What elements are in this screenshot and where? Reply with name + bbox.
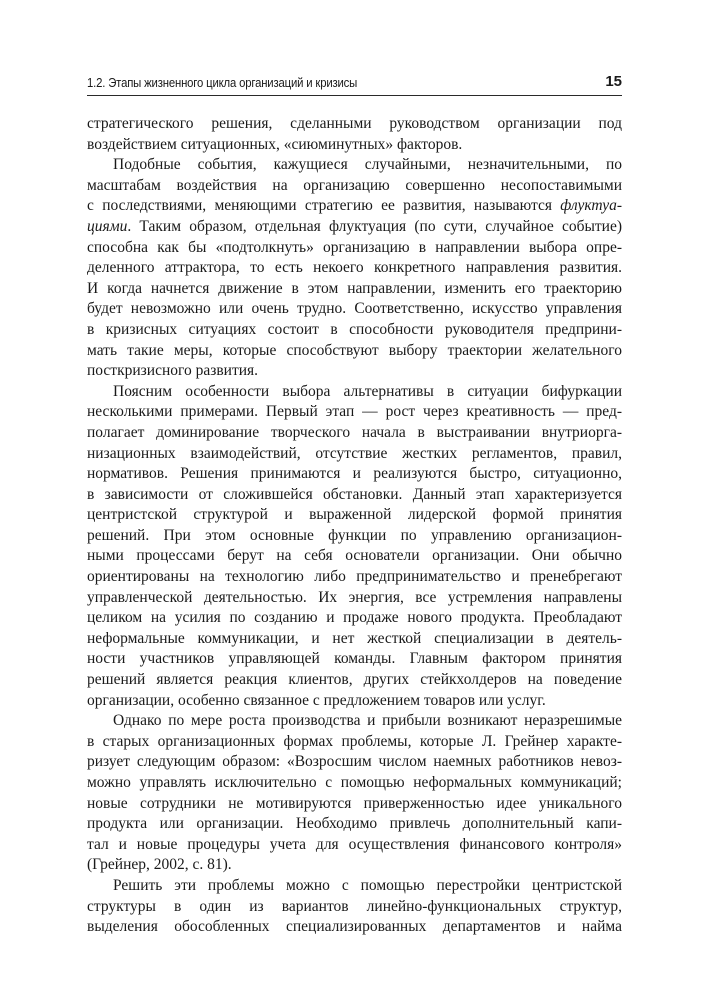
page-number: 15 — [605, 73, 622, 90]
text-fragment: с последствиями, меняющими стратегию ее развития, называются — [87, 197, 561, 215]
text-line: решений является реакция клиентов, других стейкхолдеров на поведение — [87, 671, 622, 689]
running-header — [87, 61, 622, 96]
text-line: Подобные события, кажущиеся случайными, незначительными, по — [113, 156, 622, 174]
text-line: посткризисного развития. — [87, 362, 259, 380]
paragraph-3 — [87, 382, 622, 712]
text-fragment: . Таким образом, отдельная флуктуация (по сути, случайное событие) — [127, 217, 622, 235]
text-line: в кризисных ситуациях состоит в способности руководителя предприни- — [87, 320, 622, 338]
running-title: 1.2. Этапы жизненного цикла организаций и кризисы — [87, 74, 358, 90]
text-line: Однако по мере роста производства и прибыли возникают неразрешимые — [113, 712, 622, 730]
paragraph-4 — [87, 711, 622, 876]
text-line: тал и новые процедуры учета для осуществления финансового контроля» — [87, 835, 622, 853]
text-line: в старых организационных формах проблемы, которые Л. Грейнер характе- — [87, 732, 622, 750]
text-line: ориентированы на технологию либо предпринимательство и пренебрегают — [87, 568, 622, 586]
text-line: воздействием ситуационных, «сиюминутных» факторов. — [87, 135, 463, 153]
text-line: И когда начнется движение в этом направлении, изменить его траекторию — [87, 279, 622, 297]
text-line: в зависимости от сложившейся обстановки. Данный этап характеризуется — [87, 485, 622, 503]
paragraph-5 — [87, 876, 622, 938]
text-line: можно управлять исключительно с помощью неформальных коммуникаций; — [87, 774, 622, 791]
text-line: ными процессами берут на себя основатели организации. Они обычно — [87, 547, 622, 565]
text-line: новые сотрудники не мотивируются приверженностью идее уникального — [87, 794, 622, 812]
text-line: центристской структурой и выраженной лидерской формой принятия — [87, 506, 622, 524]
text-line: способна как бы «подтолкнуть» организацию в направлении выбора опре- — [87, 238, 622, 256]
text-line: ности участников управляющей команды. Главным фактором принятия — [87, 650, 622, 668]
text-line: структуры в один из вариантов линейно-функциональных структур, — [87, 897, 622, 915]
text-line: стратегического решения, сделанными руководством организации под — [87, 115, 622, 132]
italic-term: циями — [87, 217, 128, 235]
text-line: низационных взаимодействий, отсутствие жестких регламентов, правил, — [87, 444, 622, 462]
text-line: будет невозможно или очень трудно. Соответственно, искусство управления — [87, 300, 622, 318]
text-line: (Грейнер, 2002, с. 81). — [87, 856, 232, 874]
italic-term: флуктуа- — [560, 197, 622, 215]
text-line: решений. При этом основные функции по управлению организацион- — [87, 526, 622, 544]
text-line: выделения обособленных специализированных департаментов и найма — [87, 918, 622, 936]
text-line: деленного аттрактора, то есть некоего конкретного направления развития. — [87, 259, 622, 277]
text-line: масштабам воздействия на организацию совершенно несопоставимыми — [87, 176, 622, 194]
text-line: Поясним особенности выбора альтернативы в ситуации бифуркации — [113, 382, 622, 400]
text-line: целиком на усилия по созданию и продаже нового продукта. Преобладают — [87, 609, 622, 627]
text-line — [87, 196, 622, 217]
paragraph-2 — [87, 155, 622, 382]
text-line: организации, особенно связанное с предложением товаров или услуг. — [87, 691, 546, 709]
text-line: управленческой деятельностью. Их энергия, все устремления направлены — [87, 588, 622, 606]
text-line: несколькими примерами. Первый этап — рост через креативность — пред- — [87, 403, 622, 421]
paragraph-1 — [87, 114, 622, 155]
text-line: нормативов. Решения принимаются и реализуются быстро, ситуационно, — [87, 465, 622, 483]
body-text — [87, 114, 622, 938]
text-line — [87, 217, 622, 238]
text-line: мать такие меры, которые способствуют выбору траектории желательного — [87, 341, 622, 359]
text-line: полагает доминирование творческого начала в выстраивании внутриорга- — [87, 423, 622, 441]
text-line: Решить эти проблемы можно с помощью перестройки центристской — [113, 876, 622, 894]
text-line: ризует следующим образом: «Возросшим числом наемных работников невоз- — [87, 753, 622, 771]
text-line: неформальные коммуникации, и нет жесткой специализации в деятель- — [87, 629, 622, 647]
text-line: продукта или организации. Необходимо привлечь дополнительный капи- — [87, 815, 622, 833]
